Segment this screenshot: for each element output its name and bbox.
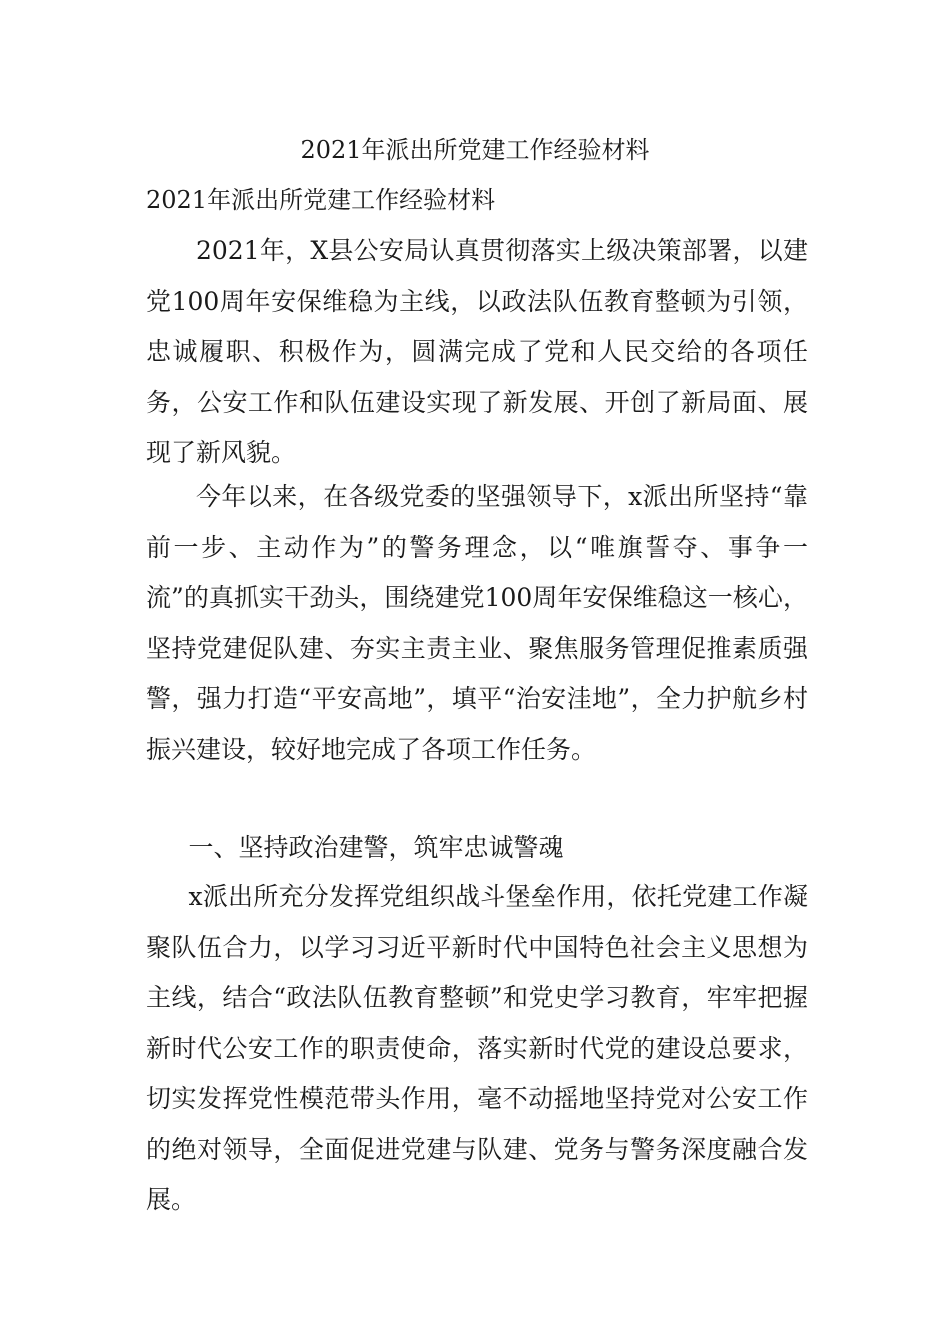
paragraph-overview: 今年以来，在各级党委的坚强领导下，x派出所坚持“靠前一步、主动作为”的警务理念，以“唯旗誓夺、事争一流”的真抓实干劲头，围绕建党100周年安保维稳这一核心，坚持党建促队建、夯实主责主业、聚焦服务管理促推素质强警，强力打造“平安高地”，填平“治安洼地”，全力护航乡村振兴建设，较好地完成了各项工作任务。 [146, 482, 808, 764]
paragraph-section-body: x派出所充分发挥党组织战斗堡垒作用，依托党建工作凝聚队伍合力，以学习习近平新时代中国特色社会主义思想为主线，结合“政法队伍教育整顿”和党史学习教育，牢牢把握新时代公安工作的职责使命，落实新时代党的建设总要求，切实发挥党性模范带头作用，毫不动摇地坚持党对公安工作的绝对领导，全面促进党建与队建、党务与警务深度融合发展。 [146, 882, 808, 1214]
paragraph-intro: 2021年，X县公安局认真贯彻落实上级决策部署，以建党100周年安保维稳为主线，以政法队伍教育整顿为引领，忠诚履职、积极作为，圆满完成了党和人民交给的各项任务，公安工作和队伍建设实现了新发展、开创了新局面、展现了新风貌。 [146, 236, 808, 467]
document-title: 2021年派出所党建工作经验材料 [300, 136, 650, 164]
document-subtitle: 2021年派出所党建工作经验材料 [146, 186, 496, 214]
section-heading: 一、坚持政治建警，筑牢忠诚警魂 [188, 833, 564, 862]
